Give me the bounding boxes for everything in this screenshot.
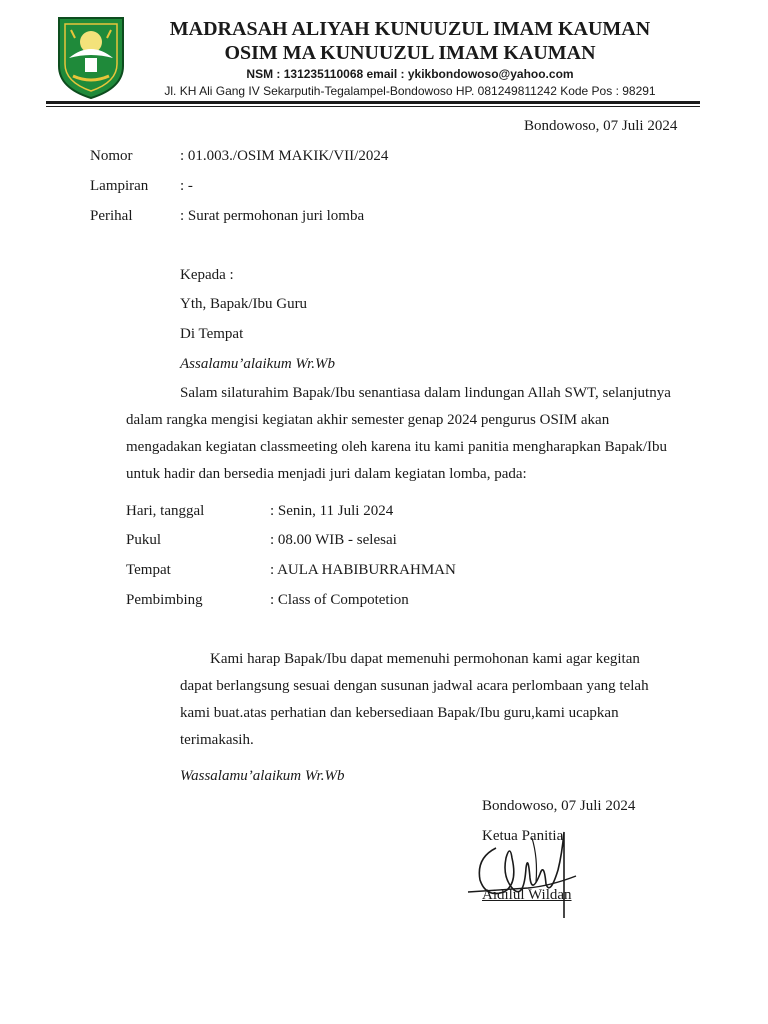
sign-name: Aidilul Wildan: [482, 887, 572, 903]
meta-label: Nomor: [90, 148, 133, 164]
meta-value: : -: [180, 178, 193, 194]
meta-label: Lampiran: [90, 178, 149, 194]
recipient-line: Yth, Bapak/Ibu Guru: [180, 296, 308, 312]
body-line: kami buat.atas perhatian dan kebersediaan Bapak/Ibu guru,kami ucapkan: [180, 705, 619, 721]
body-line: mengadakan kegiatan classmeeting oleh karena itu kami panitia mengharapkan Bapak/Ibu: [126, 439, 668, 455]
header-rule-thin: [46, 106, 700, 107]
sign-role: Ketua Panitia: [482, 828, 564, 844]
org-name: OSIM MA KUNUUZUL IMAM KAUMAN: [224, 42, 596, 64]
detail-label: Pukul: [126, 532, 162, 548]
detail-label: Pembimbing: [126, 592, 203, 608]
body-line: Salam silaturahim Bapak/Ibu senantiasa dalam lindungan Allah SWT, selanjutnya: [180, 385, 671, 401]
body-line: untuk hadir dan bersedia menjadi juri dalam kegiatan lomba, pada:: [126, 466, 527, 482]
meta-label: Perihal: [90, 208, 133, 224]
address: Jl. KH Ali Gang IV Sekarputih-Tegalampel-Bondowoso HP. 081249811242 Kode Pos : 98291: [164, 84, 656, 98]
header-rule-thick: [46, 101, 700, 104]
body-line: dalam rangka mengisi kegiatan akhir semester genap 2024 pengurus OSIM akan: [126, 412, 610, 428]
sign-date: Bondowoso, 07 Juli 2024: [482, 798, 636, 814]
school-logo: [55, 14, 127, 100]
greeting: Assalamu’alaikum Wr.Wb: [180, 356, 335, 372]
recipient-line: Di Tempat: [180, 326, 244, 342]
body-line: terimakasih.: [180, 732, 254, 748]
recipient-line: Kepada :: [180, 267, 234, 283]
school-name: MADRASAH ALIYAH KUNUUZUL IMAM KAUMAN: [169, 18, 651, 40]
handwritten-signature: [466, 818, 582, 922]
letter-date: Bondowoso, 07 Juli 2024: [524, 118, 678, 134]
detail-value: : AULA HABIBURRAHMAN: [270, 562, 456, 578]
body-line: dapat berlangsung sesuai dengan susunan jadwal acara perlombaan yang telah: [180, 678, 649, 694]
nsm-email: NSM : 131235110068 email : ykikbondowoso@yahoo.com: [246, 67, 574, 81]
detail-value: : 08.00 WIB - selesai: [270, 532, 397, 548]
body-paragraph-1: [126, 380, 671, 488]
meta-value: : Surat permohonan juri lomba: [180, 208, 365, 224]
closing: Wassalamu’alaikum Wr.Wb: [180, 768, 345, 784]
detail-value: : Senin, 11 Juli 2024: [270, 503, 394, 519]
body-line: Kami harap Bapak/Ibu dapat memenuhi permohonan kami agar kegitan: [210, 651, 640, 667]
detail-label: Hari, tanggal: [126, 503, 205, 519]
detail-label: Tempat: [126, 562, 171, 578]
body-paragraph-2: [180, 646, 649, 754]
meta-value: : 01.003./OSIM MAKIK/VII/2024: [180, 148, 389, 164]
detail-value: : Class of Compotetion: [270, 592, 409, 608]
